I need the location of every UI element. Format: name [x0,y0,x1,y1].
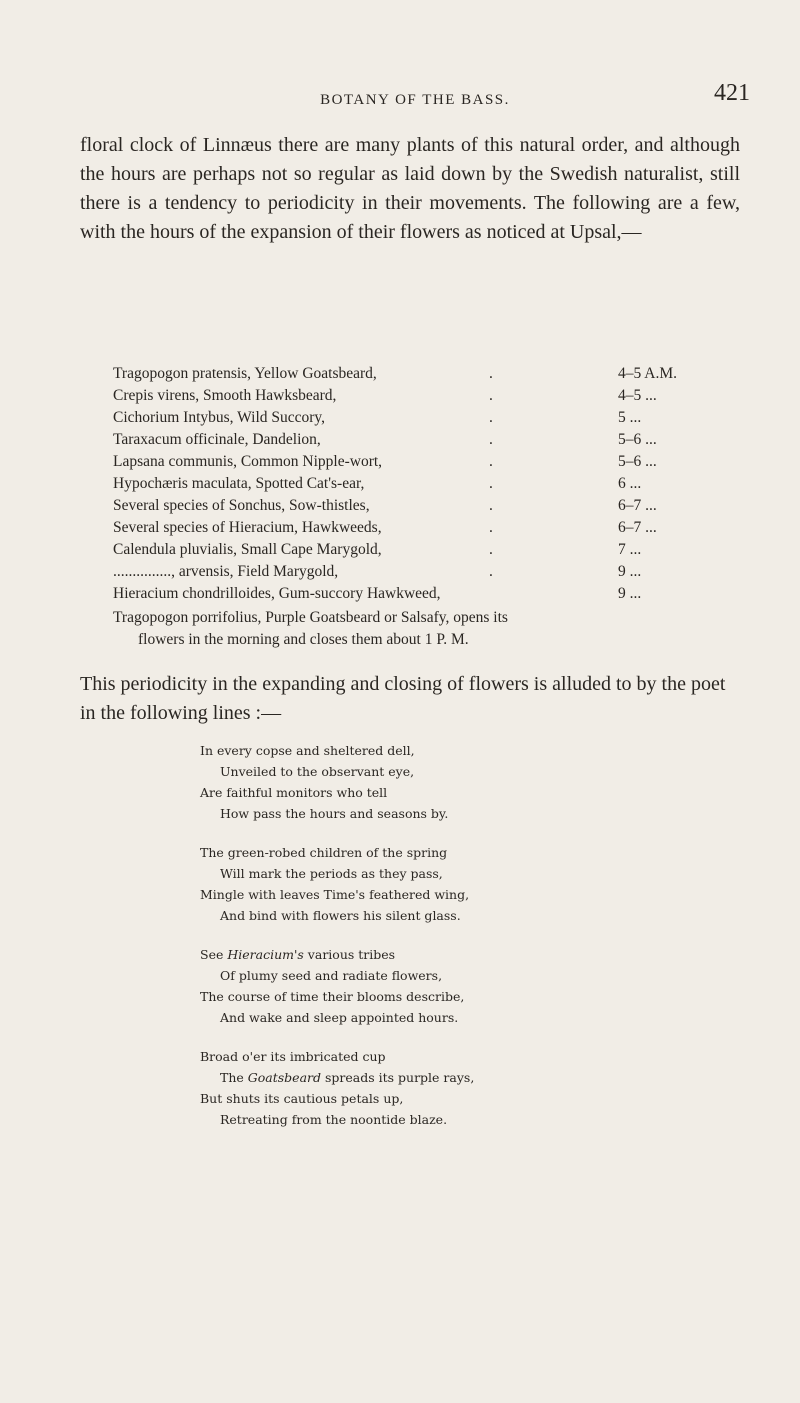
poem-stanza [200,740,700,824]
poem-text: spreads its purple rays, [324,1070,475,1085]
plant-name: Several species of Hieracium, Hawkweeds, [113,519,382,536]
poem-intro-paragraph: This periodicity in the expanding and closing of flowers is alluded to by the poet in the following lines :— [80,673,726,724]
flower-hours: 6 ... [618,475,642,492]
flower-hours: 4–5 ... [618,387,657,404]
plant-row [113,585,753,607]
poem-italic-word: Hieracium's [227,947,304,962]
leader-dot: . [489,541,493,558]
plant-name: Hieracium chondrilloides, Gum-succory Hawkweed, [113,585,441,602]
flower-hours: 9 ... [618,563,642,580]
note-line: Tragopogon porrifolius, Purple Goatsbeard or Salsafy, opens its [113,609,508,626]
poem-line [200,944,700,965]
poem-stanza [200,944,700,1028]
flower-hours: 7 ... [618,541,642,558]
plant-name: Tragopogon pratensis, Yellow Goatsbeard, [113,365,377,382]
leader-dot: . [489,387,493,404]
flower-hours: 4–5 A.M. [618,365,677,382]
leader-dot: . [489,431,493,448]
leader-dot: . [489,563,493,580]
poem-line: Are faithful monitors who tell [200,785,388,800]
poem-line [200,1067,700,1088]
poem-line: Retreating from the noontide blaze. [220,1112,448,1127]
plant-row [113,519,753,541]
leader-dot: . [489,453,493,470]
poem-line: The course of time their blooms describe, [200,989,465,1004]
salsafy-note [113,607,758,651]
poem [200,740,700,1148]
plant-name: Calendula pluvialis, Small Cape Marygold, [113,541,382,558]
plant-name: Hypochæris maculata, Spotted Cat's-ear, [113,475,365,492]
poem-line: But shuts its cautious petals up, [200,1091,404,1106]
poem-line: In every copse and sheltered dell, [200,743,415,758]
page-number: 421 [714,80,750,106]
poem-line: How pass the hours and seasons by. [220,806,449,821]
poem-italic-word: Goatsbeard [247,1070,321,1085]
poem-line: Mingle with leaves Time's feathered wing, [200,887,470,902]
plant-row [113,563,753,585]
leader-dot: . [489,519,493,536]
leader-dot: . [489,497,493,514]
plant-hours-list [113,365,753,607]
poem-text: various tribes [303,947,396,962]
poem-line: The green-robed children of the spring [200,845,448,860]
plant-name: Crepis virens, Smooth Hawksbeard, [113,387,337,404]
plant-row [113,453,753,475]
plant-name: Several species of Sonchus, Sow-thistles, [113,497,370,514]
poem-line: Broad o'er its imbricated cup [200,1049,386,1064]
intro-paragraph: floral clock of Linnæus there are many plants of this natural order, and although the hours are perhaps not so regular as laid down by the Swedish naturalist, still there is a tendency to periodicity in their movements. The following are a few, with the hours of the expansion of their flowers as noticed at Upsal,— [80,134,740,243]
poem-stanza [200,1046,700,1130]
plant-row [113,497,753,519]
note-line: flowers in the morning and closes them about 1 P. M. [138,631,469,648]
poem-text: See [200,947,228,962]
plant-row [113,431,753,453]
plant-row [113,409,753,431]
plant-row [113,475,753,497]
leader-dot: . [489,365,493,382]
poem-line: And wake and sleep appointed hours. [220,1010,459,1025]
flower-hours: 6–7 ... [618,497,657,514]
running-title: BOTANY OF THE BASS. [320,92,510,108]
flower-hours: 5–6 ... [618,453,657,470]
plant-name: Taraxacum officinale, Dandelion, [113,431,321,448]
poem-line: Of plumy seed and radiate flowers, [220,968,443,983]
plant-row [113,541,753,563]
flower-hours: 5–6 ... [618,431,657,448]
plant-name: Lapsana communis, Common Nipple-wort, [113,453,383,470]
plant-name: ..............., arvensis, Field Marygold, [113,563,339,580]
poem-stanza [200,842,700,926]
plant-row [113,387,753,409]
leader-dot: . [489,409,493,426]
leader-dot: . [489,475,493,492]
poem-line: Will mark the periods as they pass, [220,866,443,881]
page-header [80,80,750,122]
poem-line: Unveiled to the observant eye, [220,764,415,779]
flower-hours: 6–7 ... [618,519,657,536]
plant-row [113,365,753,387]
poem-line: And bind with flowers his silent glass. [220,908,461,923]
flower-hours: 9 ... [618,585,642,602]
flower-hours: 5 ... [618,409,642,426]
poem-text: The [220,1070,248,1085]
plant-name: Cichorium Intybus, Wild Succory, [113,409,326,426]
